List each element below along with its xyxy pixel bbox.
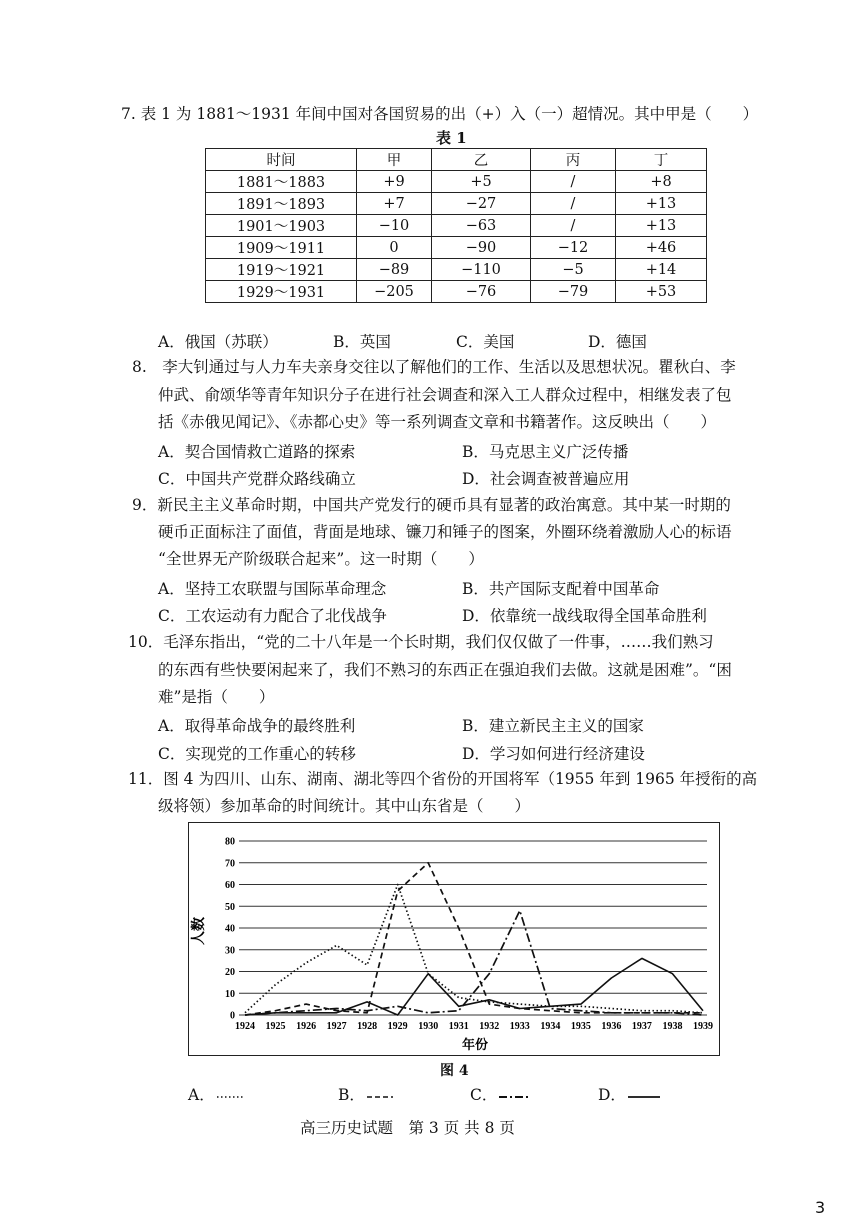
q7-option-a: A．俄国（苏联） xyxy=(158,333,278,351)
question-9-line: 9．新民主主义革命时期，中国共产党发行的硬币具有显著的政治寓意。其中某一时期的 xyxy=(132,496,731,514)
q8-option-b: B．马克思主义广泛传播 xyxy=(462,443,629,461)
table-cell: −110 xyxy=(432,259,531,281)
table-cell: −27 xyxy=(432,193,531,215)
table-cell: / xyxy=(531,171,616,193)
table-cell: +9 xyxy=(357,171,432,193)
y-tick-label: 70 xyxy=(225,858,235,870)
q11-option-b-label: B． xyxy=(338,1086,365,1104)
table-row xyxy=(206,237,707,259)
table-row xyxy=(206,193,707,215)
table-cell: 1901～1903 xyxy=(206,215,357,237)
table-cell: −12 xyxy=(531,237,616,259)
solid-line-legend xyxy=(626,1091,662,1101)
table-cell: / xyxy=(531,193,616,215)
table-cell: −89 xyxy=(357,259,432,281)
y-tick-label: 40 xyxy=(225,923,235,935)
table-header: 乙 xyxy=(432,149,531,171)
table-cell: −90 xyxy=(432,237,531,259)
table-cell: −79 xyxy=(531,281,616,303)
question-8-line: 括《赤俄见闻记》、《赤都心史》等一系列调查文章和书籍著作。这反映出（ ） xyxy=(158,413,717,431)
question-9-line: “全世界无产阶级联合起来”。这一时期（ ） xyxy=(158,550,484,568)
chart-svg xyxy=(189,823,719,1055)
y-tick-label: 10 xyxy=(225,988,235,1000)
x-tick-label: 1933 xyxy=(509,1021,530,1032)
q9-option-c: C．工农运动有力配合了北伐战争 xyxy=(158,607,387,625)
x-tick-label: 1934 xyxy=(540,1021,561,1032)
x-tick-label: 1927 xyxy=(326,1021,347,1032)
x-tick-label: 1924 xyxy=(235,1021,255,1032)
q7-option-d: D．德国 xyxy=(588,333,647,351)
table-1-caption: 表 1 xyxy=(436,129,467,147)
table-cell: 1881～1883 xyxy=(206,171,357,193)
question-10-line: 10．毛泽东指出，“党的二十八年是一个长时期，我们仅仅做了一件事，……我们熟习 xyxy=(128,633,714,651)
question-10-line: 的东西有些快要闲起来了，我们不熟习的东西正在强迫我们去做。这就是困难”。“困 xyxy=(158,661,732,679)
figure-4-chart xyxy=(188,822,720,1056)
y-tick-label: 60 xyxy=(225,880,235,891)
x-tick-label: 1931 xyxy=(448,1021,469,1032)
table-header: 丙 xyxy=(531,149,616,171)
table-cell: −5 xyxy=(531,259,616,281)
q11-option-c-label: C． xyxy=(470,1086,498,1104)
table-row xyxy=(206,171,707,193)
question-11-line: 11．图 4 为四川、山东、湖南、湖北等四个省份的开国将军（1955 年到 1965 年授衔的高 xyxy=(128,770,758,788)
table-header: 丁 xyxy=(616,149,707,171)
q8-option-d: D．社会调查被普遍应用 xyxy=(462,470,630,488)
y-tick-label: 0 xyxy=(230,1010,235,1022)
y-axis-label: 人数 xyxy=(192,917,207,945)
x-tick-label: 1937 xyxy=(631,1021,652,1032)
x-tick-label: 1925 xyxy=(265,1021,286,1032)
table-cell: 1891～1893 xyxy=(206,193,357,215)
table-cell: +14 xyxy=(616,259,707,281)
table-row xyxy=(206,259,707,281)
table-cell: −10 xyxy=(357,215,432,237)
table-cell: +8 xyxy=(616,171,707,193)
y-tick-label: 30 xyxy=(225,945,235,957)
table-cell: −205 xyxy=(357,281,432,303)
x-tick-label: 1936 xyxy=(601,1021,622,1032)
table-cell: 0 xyxy=(357,237,432,259)
q7-option-b: B．英国 xyxy=(333,333,391,351)
q10-option-b: B．建立新民主主义的国家 xyxy=(462,717,644,735)
table-cell: +13 xyxy=(616,193,707,215)
table-header-row xyxy=(206,149,707,171)
y-tick-label: 20 xyxy=(225,967,235,978)
q9-option-b: B．共产国际支配着中国革命 xyxy=(462,580,660,598)
table-cell: +46 xyxy=(616,237,707,259)
question-8-line: 8. 李大钊通过与人力车夫亲身交往以了解他们的工作、生活以及思想状况。瞿秋白、李 xyxy=(132,358,736,376)
question-10-line: 难”是指（ ） xyxy=(158,688,275,706)
table-cell: +7 xyxy=(357,193,432,215)
table-cell: −76 xyxy=(432,281,531,303)
x-tick-label: 1935 xyxy=(570,1021,591,1032)
table-cell: 1919～1921 xyxy=(206,259,357,281)
q9-option-d: D．依靠统一战线取得全国革命胜利 xyxy=(462,607,707,625)
dashed-line-legend xyxy=(365,1091,395,1101)
question-9-line: 硬币正面标注了面值，背面是地球、镰刀和锤子的图案，外圈环绕着激励人心的标语 xyxy=(158,523,732,541)
q9-option-a: A．坚持工农联盟与国际革命理念 xyxy=(158,580,387,598)
x-tick-label: 1926 xyxy=(296,1021,317,1032)
figure-4-caption: 图 4 xyxy=(440,1063,469,1079)
question-7-stem: 7. 表 1 为 1881～1931 年间中国对各国贸易的出（+）入（一）超情况。其中甲是（ ） xyxy=(121,105,759,123)
table-row xyxy=(206,215,707,237)
question-8-line: 仲武、俞颂华等青年知识分子在进行社会调查和深入工人群众过程中，相继发表了包 xyxy=(158,386,732,404)
table-1 xyxy=(205,148,707,303)
page-footer: 高三历史试题 第 3 页 共 8 页 xyxy=(300,1119,515,1137)
x-tick-label: 1928 xyxy=(357,1021,378,1032)
dotted-line-legend xyxy=(215,1091,245,1101)
q10-option-d: D．学习如何进行经济建设 xyxy=(462,745,645,763)
table-row xyxy=(206,281,707,303)
question-11-line: 级将领）参加革命的时间统计。其中山东省是（ ） xyxy=(158,797,531,815)
q11-option-d xyxy=(598,1083,662,1105)
q11-option-c xyxy=(470,1083,531,1105)
table-cell: 1929～1931 xyxy=(206,281,357,303)
q10-option-a: A．取得革命战争的最终胜利 xyxy=(158,717,356,735)
table-cell: +5 xyxy=(432,171,531,193)
table-cell: −63 xyxy=(432,215,531,237)
x-tick-label: 1932 xyxy=(479,1021,500,1032)
q11-option-d-label: D． xyxy=(598,1086,626,1104)
dash-dot-line-legend xyxy=(497,1091,531,1101)
x-tick-label: 1930 xyxy=(418,1021,439,1032)
table-cell: 1909～1911 xyxy=(206,237,357,259)
q7-option-c: C．美国 xyxy=(456,333,515,351)
table-cell: / xyxy=(531,215,616,237)
q11-option-b xyxy=(338,1083,395,1105)
table-cell: +13 xyxy=(616,215,707,237)
page-number: 3 xyxy=(815,1198,826,1217)
x-tick-label: 1938 xyxy=(662,1021,683,1032)
q8-option-c: C．中国共产党群众路线确立 xyxy=(158,470,356,488)
table-header: 时间 xyxy=(206,149,357,171)
q11-option-a-label: A． xyxy=(188,1086,215,1104)
x-tick-label: 1939 xyxy=(693,1021,713,1032)
x-tick-label: 1929 xyxy=(387,1021,408,1032)
q10-option-c: C．实现党的工作重心的转移 xyxy=(158,745,356,763)
q11-option-a xyxy=(188,1083,245,1105)
table-cell: +53 xyxy=(616,281,707,303)
q8-option-a: A．契合国情救亡道路的探索 xyxy=(158,443,356,461)
table-header: 甲 xyxy=(357,149,432,171)
x-axis-label: 年份 xyxy=(461,1037,489,1052)
y-tick-label: 80 xyxy=(225,836,235,848)
y-tick-label: 50 xyxy=(225,901,235,913)
